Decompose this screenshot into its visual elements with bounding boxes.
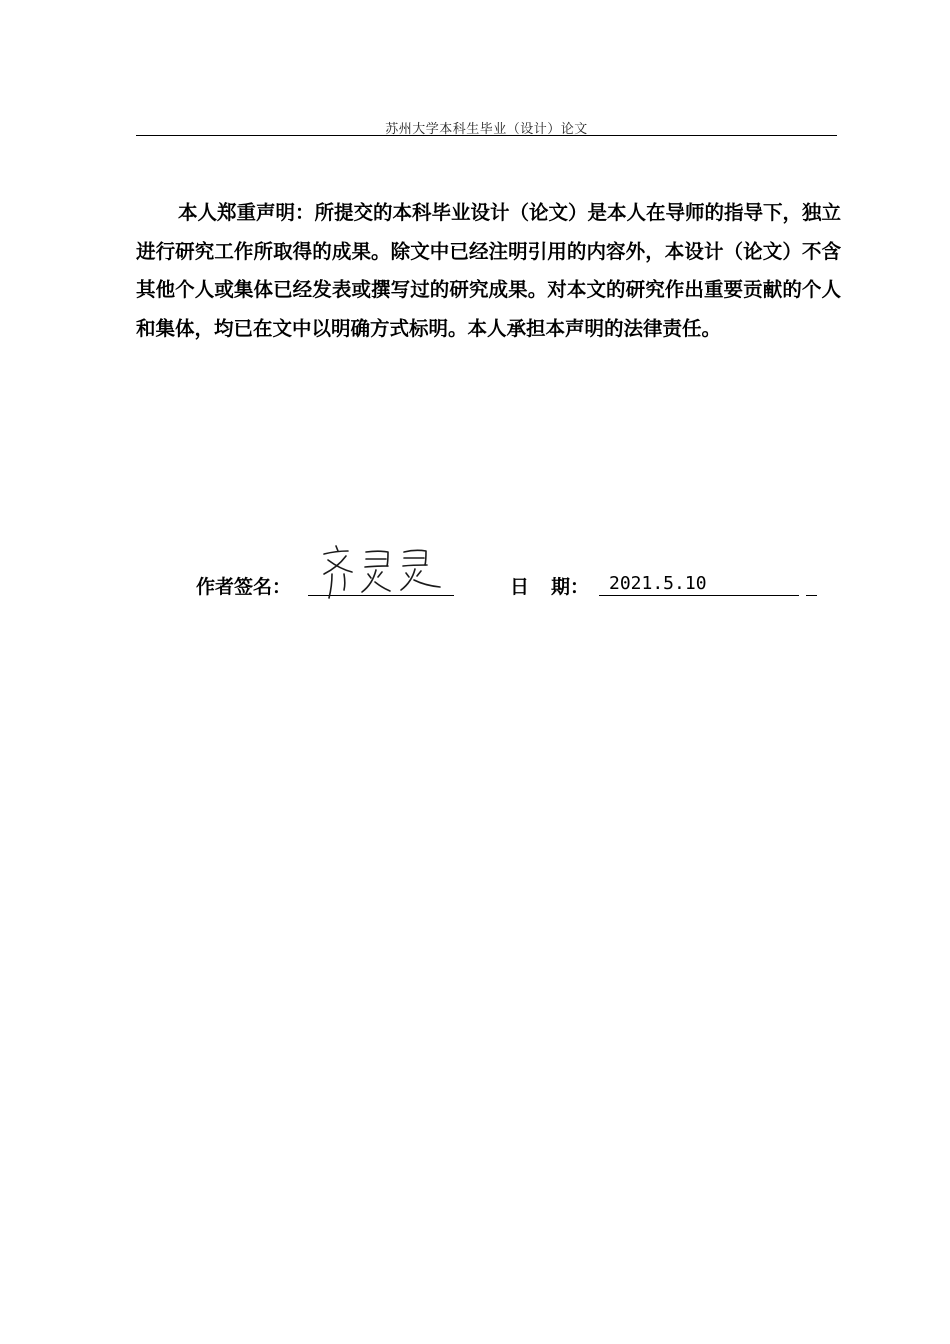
date-value: 2021.5.10 xyxy=(609,573,707,594)
author-signature-label: 作者签名： xyxy=(196,576,292,598)
date-label-char-ri: 日 xyxy=(510,576,530,598)
date-label xyxy=(510,572,589,599)
date-underline-tail xyxy=(806,595,817,596)
handwritten-signature xyxy=(318,544,443,600)
signature-row xyxy=(0,570,950,610)
date-underline xyxy=(599,595,799,596)
date-label-char-qi: 期： xyxy=(551,576,590,598)
header-divider xyxy=(136,135,837,136)
declaration-text: 本人郑重声明：所提交的本科毕业设计（论文）是本人在导师的指导下，独立进行研究工作所取得的成果。除文中已经注明引用的内容外，本设计（论文）不含其他个人或集体已经发表或撰写过的研究成果。对本文的研究作出重要贡献的个人和集体，均已在文中以明确方式标明。本人承担本声明的法律责任。 xyxy=(136,201,842,340)
declaration-paragraph xyxy=(136,194,841,348)
page-header-title: 苏州大学本科生毕业（设计）论文 xyxy=(385,122,588,137)
